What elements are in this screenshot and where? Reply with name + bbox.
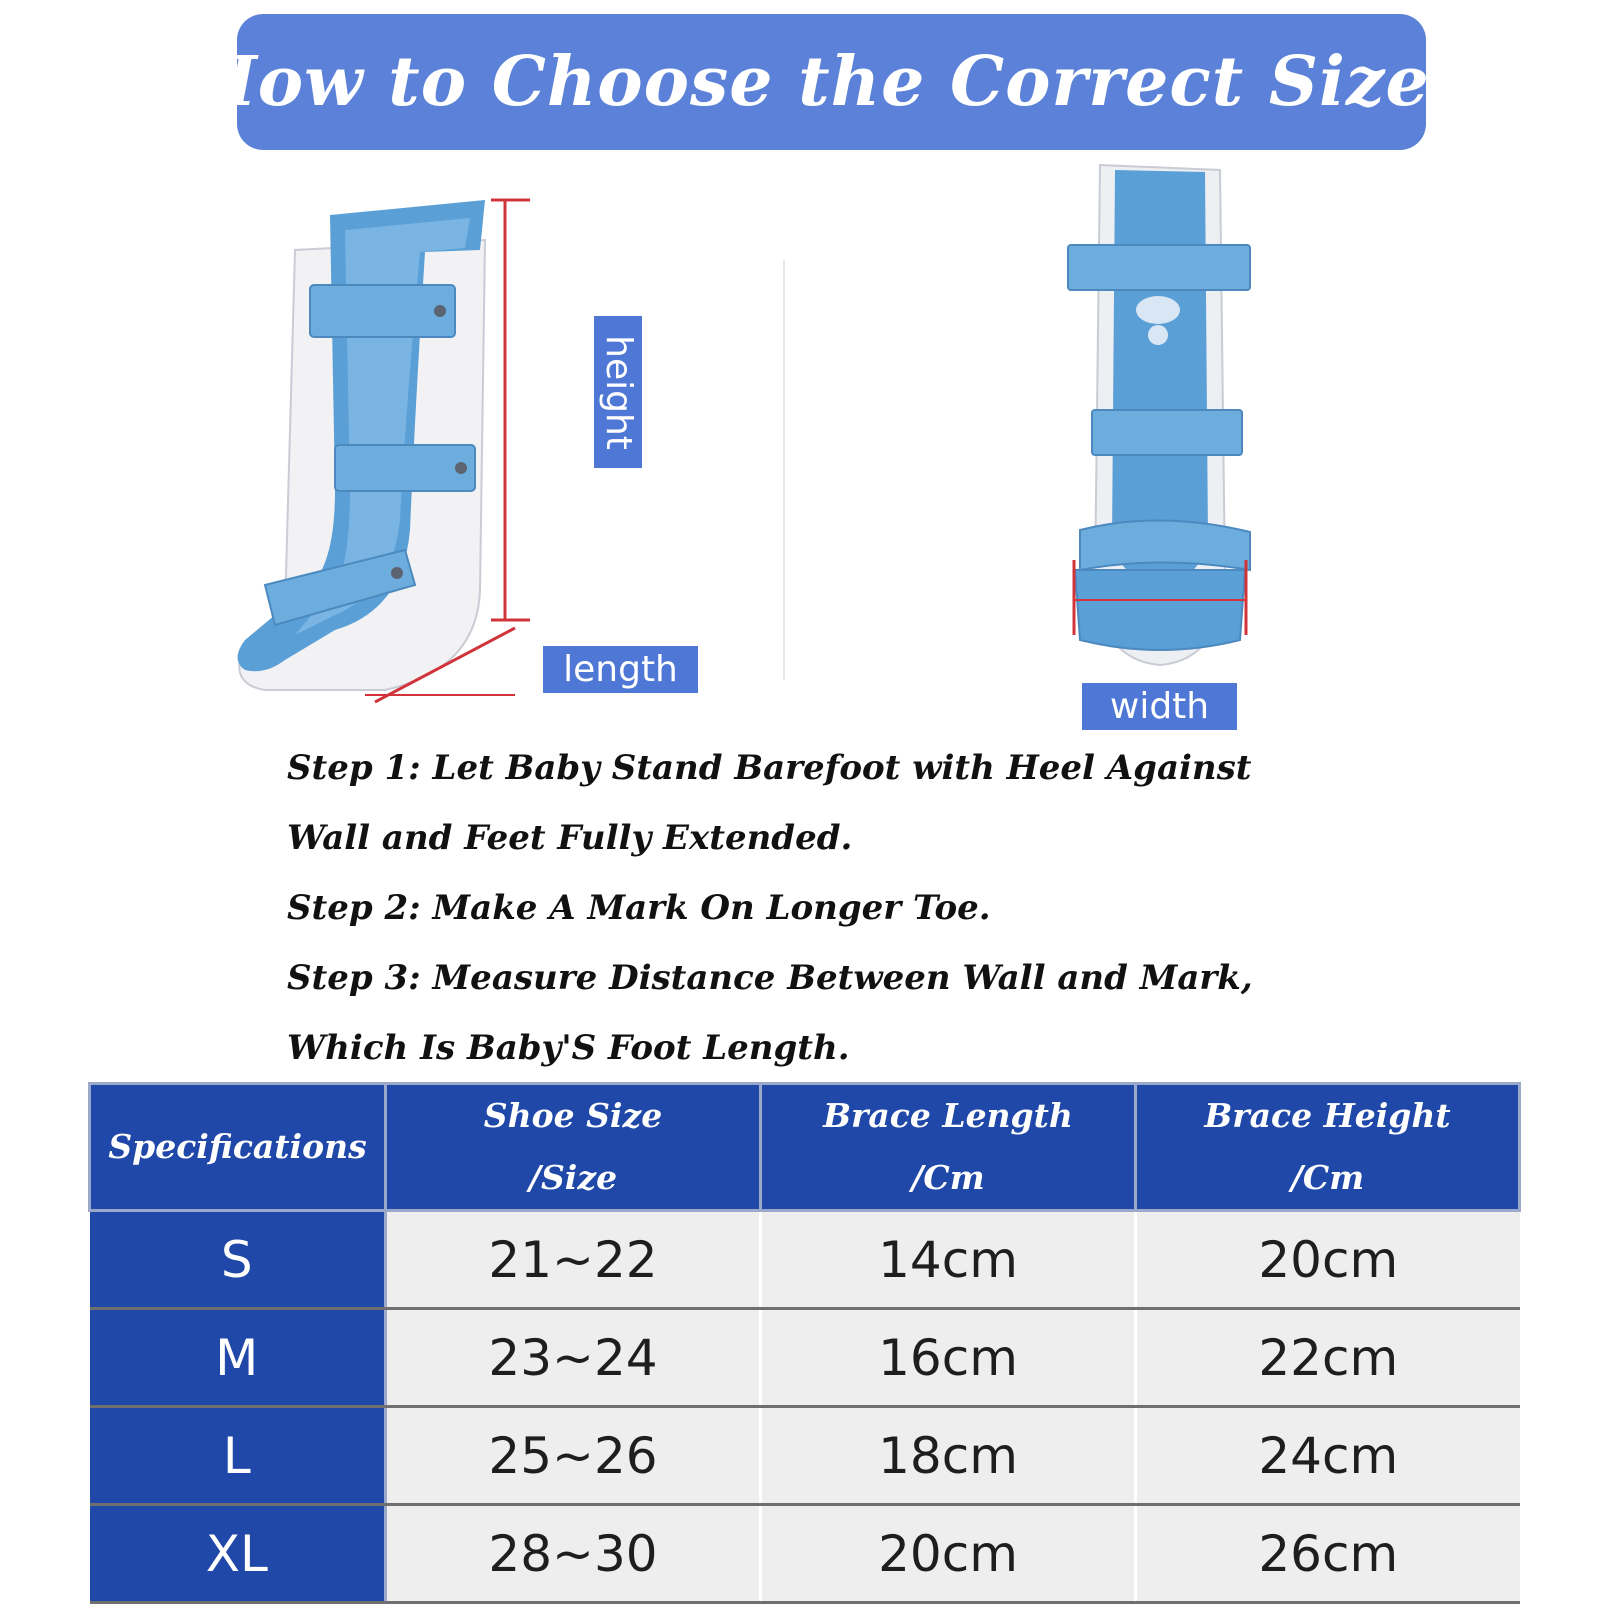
step-line: Wall and Feet Fully Extended. <box>287 818 853 858</box>
brace-height-cell: 22cm <box>1136 1309 1520 1407</box>
brace-height-cell: 26cm <box>1136 1505 1520 1603</box>
brace-height-cell: 20cm <box>1136 1211 1520 1309</box>
header-specifications <box>90 1084 386 1211</box>
size-chart-table <box>88 1082 1521 1604</box>
step-line: Step 3: Measure Distance Between Wall and Mark, <box>287 958 1253 998</box>
table-row <box>90 1505 1520 1603</box>
step-line: Step 1: Let Baby Stand Barefoot with Heel Against <box>287 748 1252 788</box>
shoe-size-cell: 25~26 <box>386 1407 761 1505</box>
brace-length-cell: 14cm <box>761 1211 1136 1309</box>
brace-length-cell: 18cm <box>761 1407 1136 1505</box>
header-line: /Size <box>528 1158 618 1197</box>
header-shoe-size <box>386 1084 761 1211</box>
page-title: How to Choose the Correct Size? <box>192 42 1471 122</box>
height-label-text: height <box>597 334 639 450</box>
header-brace-height <box>1136 1084 1520 1211</box>
brace-height-cell: 24cm <box>1136 1407 1520 1505</box>
measuring-steps <box>287 733 1387 1083</box>
brace-length-cell: 20cm <box>761 1505 1136 1603</box>
step-line: Step 2: Make A Mark On Longer Toe. <box>287 888 991 928</box>
header-line: Brace Height <box>1204 1096 1451 1135</box>
header-line: Brace Length <box>823 1096 1073 1135</box>
brace-length-cell: 16cm <box>761 1309 1136 1407</box>
table-row <box>90 1211 1520 1309</box>
table-header-row <box>90 1084 1520 1211</box>
step-line: Which Is Baby'S Foot Length. <box>287 1028 850 1068</box>
table-row <box>90 1309 1520 1407</box>
title-banner <box>192 14 1471 150</box>
size-cell: S <box>90 1211 386 1309</box>
table-row <box>90 1407 1520 1505</box>
width-label: width <box>1082 683 1237 730</box>
size-cell: XL <box>90 1505 386 1603</box>
header-line: Shoe Size <box>483 1096 663 1135</box>
size-cell: M <box>90 1309 386 1407</box>
header-line: Specifications <box>108 1127 367 1166</box>
shoe-size-cell: 23~24 <box>386 1309 761 1407</box>
header-brace-length <box>761 1084 1136 1211</box>
image-divider <box>783 260 785 680</box>
brace-side-view-image <box>225 190 545 710</box>
header-line: /Cm <box>911 1158 985 1197</box>
height-label <box>594 316 642 468</box>
shoe-size-cell: 28~30 <box>386 1505 761 1603</box>
length-label: length <box>543 646 698 693</box>
shoe-size-cell: 21~22 <box>386 1211 761 1309</box>
brace-front-view-image <box>1060 160 1260 680</box>
size-cell: L <box>90 1407 386 1505</box>
header-line: /Cm <box>1290 1158 1365 1197</box>
